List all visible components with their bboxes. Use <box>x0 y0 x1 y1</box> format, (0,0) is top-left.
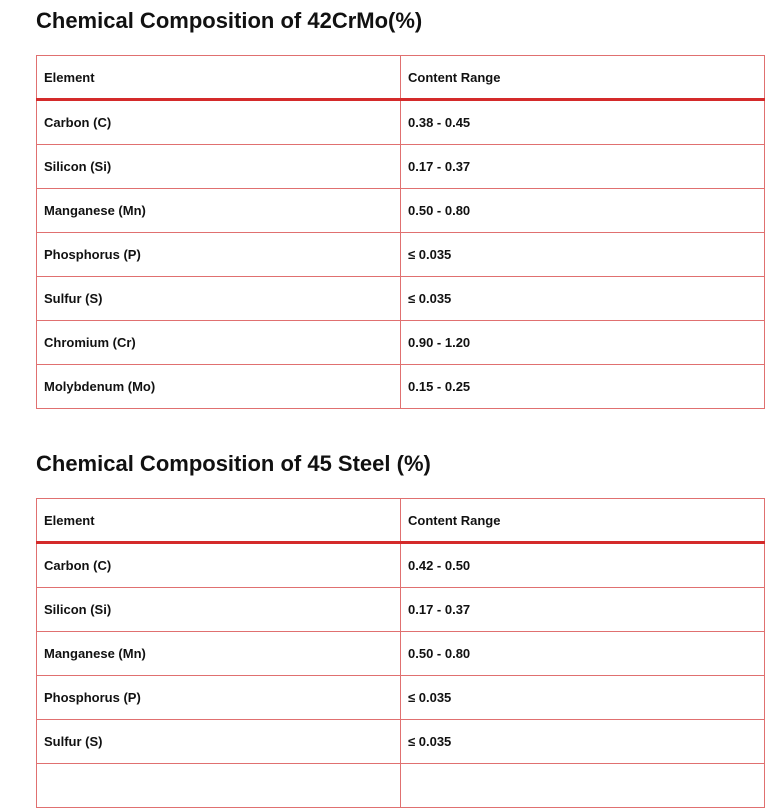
content-range-cell: ≤ 0.035 <box>401 720 765 764</box>
element-cell: Manganese (Mn) <box>37 632 401 676</box>
content-range-cell: 0.15 - 0.25 <box>401 365 765 409</box>
element-cell: Molybdenum (Mo) <box>37 365 401 409</box>
table-row <box>37 632 765 676</box>
table-row <box>37 100 765 145</box>
element-cell: Silicon (Si) <box>37 588 401 632</box>
element-cell-empty <box>37 764 401 808</box>
content-range-cell: 0.17 - 0.37 <box>401 588 765 632</box>
section-title-42crmo: Chemical Composition of 42CrMo(%) <box>36 8 423 33</box>
element-cell: Phosphorus (P) <box>37 676 401 720</box>
element-cell: Phosphorus (P) <box>37 233 401 277</box>
table-row <box>37 588 765 632</box>
table-header-row <box>37 56 765 100</box>
column-header-content-range: Content Range <box>401 56 765 100</box>
element-cell: Sulfur (S) <box>37 720 401 764</box>
table-row <box>37 543 765 588</box>
table-row <box>37 321 765 365</box>
column-header-content-range: Content Range <box>401 499 765 543</box>
table-row <box>37 676 765 720</box>
content-range-cell: 0.38 - 0.45 <box>401 100 765 145</box>
table-row <box>37 277 765 321</box>
content-range-cell: 0.42 - 0.50 <box>401 543 765 588</box>
composition-table-45-steel <box>36 498 765 808</box>
element-cell: Chromium (Cr) <box>37 321 401 365</box>
element-cell: Carbon (C) <box>37 100 401 145</box>
content-range-cell: 0.50 - 0.80 <box>401 189 765 233</box>
table-row <box>37 189 765 233</box>
column-header-element: Element <box>37 499 401 543</box>
content-range-cell: 0.17 - 0.37 <box>401 145 765 189</box>
table-row <box>37 720 765 764</box>
content-range-cell: 0.50 - 0.80 <box>401 632 765 676</box>
element-cell: Carbon (C) <box>37 543 401 588</box>
table-header-row <box>37 499 765 543</box>
content-range-cell: ≤ 0.035 <box>401 277 765 321</box>
table-row-partial <box>37 764 765 808</box>
element-cell: Silicon (Si) <box>37 145 401 189</box>
content-range-cell-empty <box>401 764 765 808</box>
content-range-cell: ≤ 0.035 <box>401 233 765 277</box>
composition-table-42crmo <box>36 55 765 409</box>
element-cell: Sulfur (S) <box>37 277 401 321</box>
element-cell: Manganese (Mn) <box>37 189 401 233</box>
column-header-element: Element <box>37 56 401 100</box>
table-row <box>37 145 765 189</box>
table-row <box>37 365 765 409</box>
table-row <box>37 233 765 277</box>
content-range-cell: ≤ 0.035 <box>401 676 765 720</box>
content-range-cell: 0.90 - 1.20 <box>401 321 765 365</box>
section-title-45-steel: Chemical Composition of 45 Steel (%) <box>36 451 431 476</box>
